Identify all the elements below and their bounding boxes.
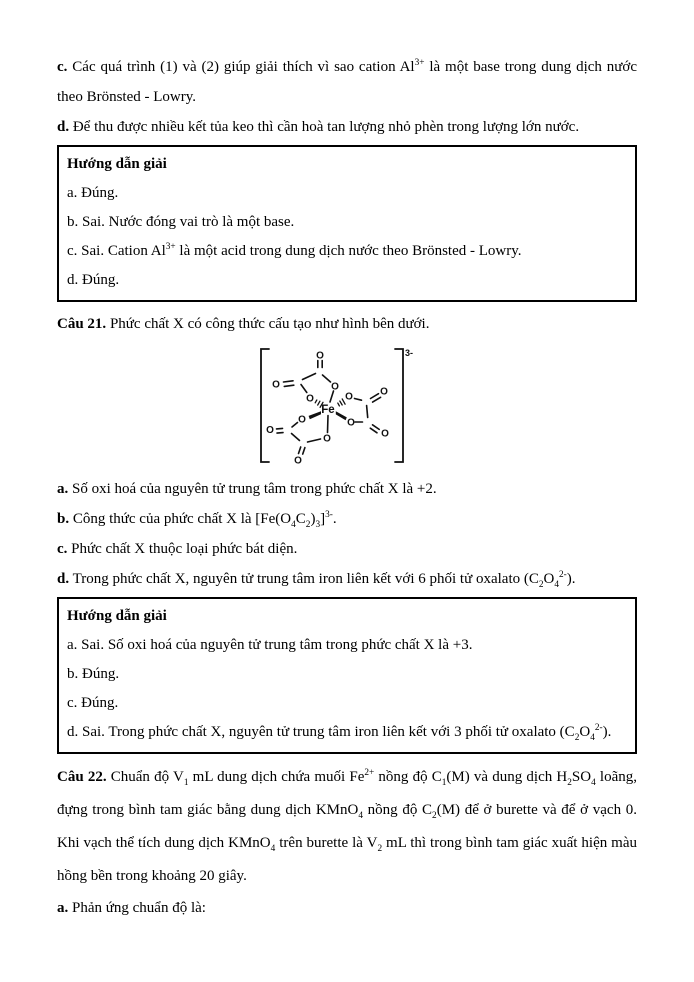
statement-d-text: Để thu được nhiều kết tủa keo thì cần hoà tan lượng nhỏ phèn trong lượng lớn nước. — [72, 119, 580, 135]
solution-line: b. Đúng. — [67, 666, 120, 682]
q21-item-a — [57, 474, 637, 504]
solution-box-1 — [57, 145, 637, 302]
item-label: a. — [57, 900, 69, 916]
question-21-label: Câu 21. — [57, 316, 107, 332]
charge-label: 3- — [404, 348, 414, 358]
question-21-intro — [57, 309, 637, 339]
statement-d — [57, 112, 637, 142]
solution-line: c. Sai. Cation $Al^{3+}$ là một acid trong dung dịch nước theo Brönsted - Lowry. — [67, 242, 522, 259]
oxygen-atom-label: O — [294, 455, 302, 467]
item-label: a. — [57, 481, 69, 497]
question-22-text: Chuẩn độ $V_1$ mL dung dịch chứa muối $Fe^{2+}$ nồng độ $C_1(M)$ và dung dịch $H_2SO_4$ loãng, đựng trong bình tam giác bằng dung dịch KMnO$_4$ nồng độ $C_2(M)$ để ở burette và để ở vạch 0. Khi vạch thể tích dung dịch KMnO$_4$ trên burette là $V_2$ mL thì trong bình tam giác xuất hiện màu hồng bền trong khoảng 20 giây. — [57, 768, 637, 884]
oxygen-atom-label: O — [316, 350, 324, 362]
q21-item-c — [57, 534, 637, 564]
q21-item-b — [57, 504, 637, 534]
item-text: Phức chất X thuộc loại phức bát diện. — [71, 541, 298, 557]
solution-line: a. Đúng. — [67, 185, 119, 201]
question-22-label: Câu 22. — [57, 769, 107, 785]
item-label: c. — [57, 541, 68, 557]
oxygen-atom-label: O — [323, 433, 331, 445]
solution-line: b. Sai. Nước đóng vai trò là một base. — [67, 214, 295, 230]
solution-box-2 — [57, 597, 637, 754]
item-text: Công thức của phức chất X là $[Fe(O_4C_2)_3]^{3-}$. — [72, 510, 337, 530]
oxygen-atom-label: O — [345, 391, 353, 403]
item-label: d. — [57, 571, 70, 587]
question-21-text: Phức chất X có công thức cấu tạo như hình bên dưới. — [109, 316, 430, 332]
complex-structure-figure — [57, 342, 637, 470]
solution-line: d. Đúng. — [67, 272, 120, 288]
oxygen-atom-label: O — [380, 386, 388, 398]
statement-c — [57, 52, 637, 112]
item-text: Phản ứng chuẩn độ là: — [72, 900, 206, 916]
oxygen-atom-label: O — [381, 428, 389, 440]
solution-line: c. Đúng. — [67, 695, 119, 711]
question-22-intro — [57, 761, 637, 893]
oxygen-atom-label: O — [331, 381, 339, 393]
statement-d-label: d. — [57, 119, 70, 135]
solution-box-2-title: Hướng dẫn giải — [67, 608, 167, 624]
statement-c-label: c. — [57, 59, 68, 75]
left-bracket — [261, 349, 269, 462]
ferrioxalate-structure-drawing — [241, 342, 453, 470]
oxygen-atom-label: O — [272, 379, 280, 391]
iron-atom-label: Fe — [321, 404, 335, 416]
oxygen-atom-label: O — [347, 417, 355, 429]
q21-item-d — [57, 564, 637, 594]
q22-item-a — [57, 893, 637, 923]
solution-line: d. Sai. Trong phức chất X, nguyên tử trung tâm iron liên kết với 3 phối tử oxalato $(C_2O_4^{2-})$. — [67, 723, 612, 743]
statement-c-text: Các quá trình (1) và (2) giúp giải thích vì sao cation $Al^{3+}$ là một base trong dung dịch nước theo Brönsted - Lowry. — [57, 58, 638, 105]
item-text: Số oxi hoá của nguyên tử trung tâm trong phức chất X là +2. — [72, 481, 437, 497]
right-bracket — [395, 349, 403, 462]
solution-line: a. Sai. Số oxi hoá của nguyên tử trung tâm trong phức chất X là +3. — [67, 637, 473, 653]
item-text: Trong phức chất X, nguyên tử trung tâm iron liên kết với 6 phối tử oxalato $(C_2O_4^{2-})$. — [72, 570, 576, 590]
oxygen-atom-label: O — [306, 393, 314, 405]
oxygen-atom-label: O — [298, 414, 306, 426]
oxygen-atom-label: O — [266, 425, 274, 436]
item-label: b. — [57, 511, 70, 527]
solution-box-1-title: Hướng dẫn giải — [67, 156, 167, 172]
